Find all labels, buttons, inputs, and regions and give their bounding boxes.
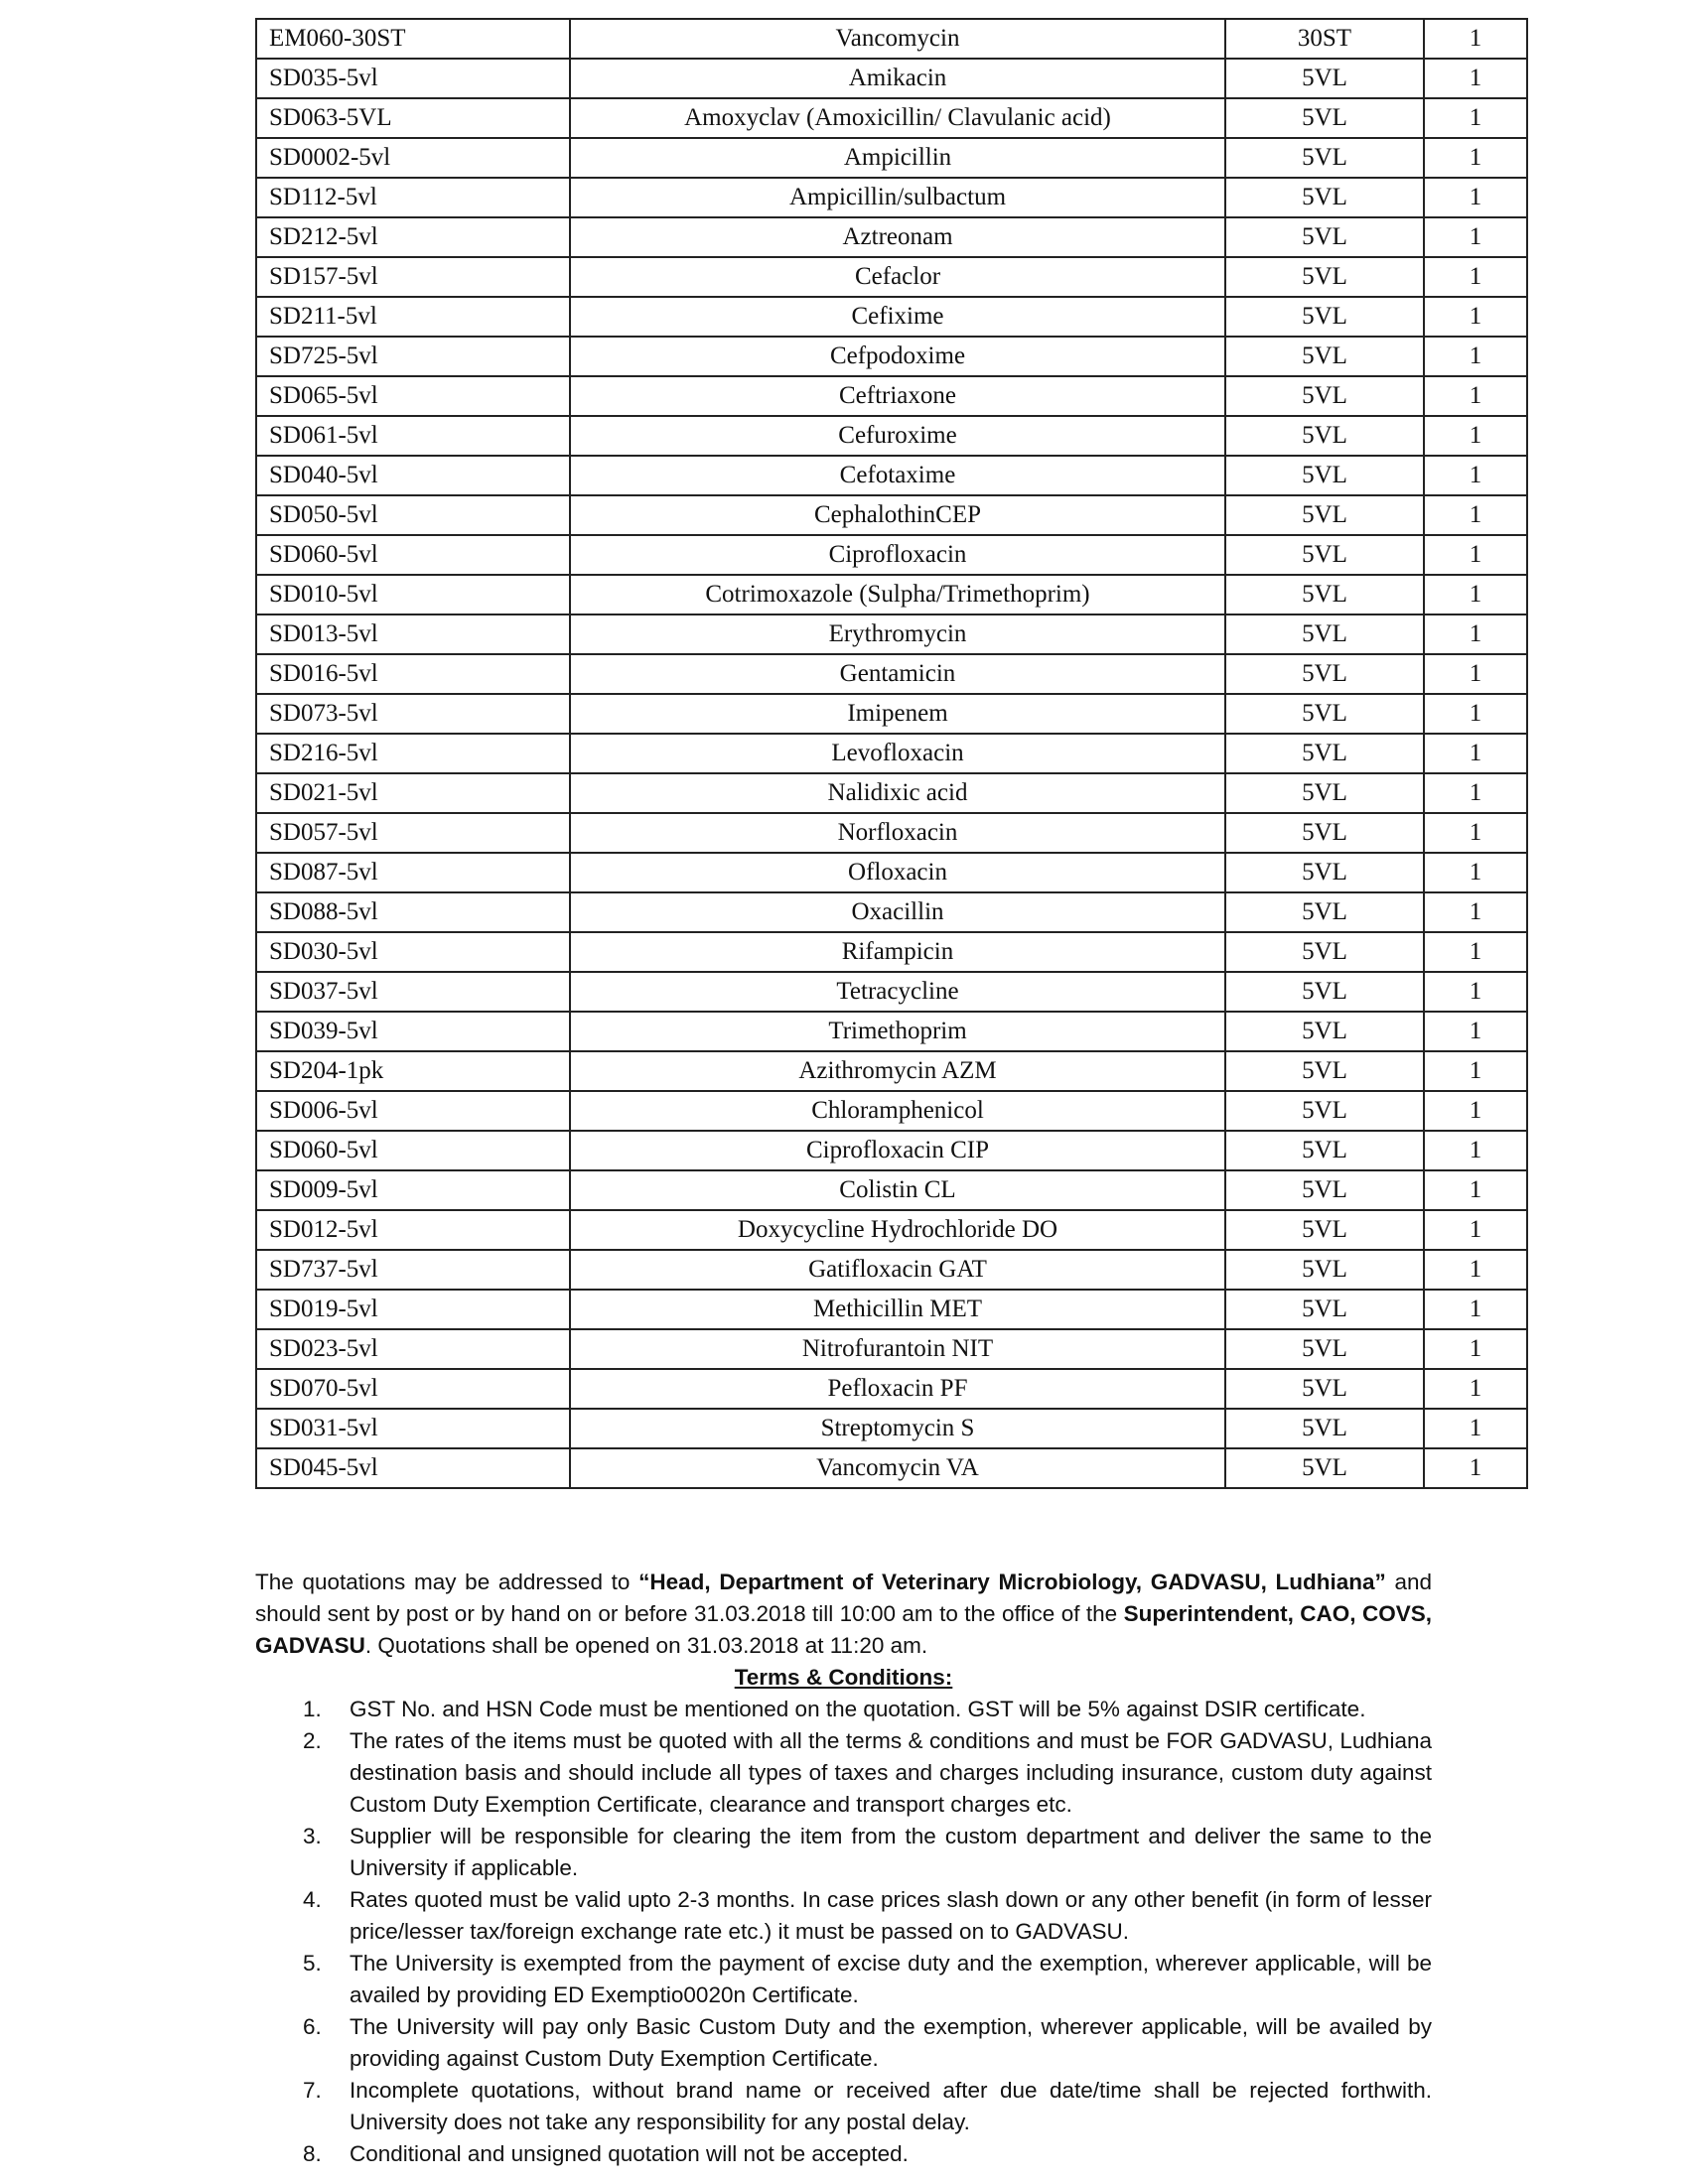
item-unit-cell: 5VL — [1225, 297, 1424, 337]
item-qty-cell: 1 — [1424, 1170, 1527, 1210]
table-row — [256, 416, 1527, 456]
item-qty-cell: 1 — [1424, 297, 1527, 337]
item-code-cell: SD040-5vl — [256, 456, 570, 495]
table-row — [256, 257, 1527, 297]
term-text: Rates quoted must be valid upto 2-3 months. In case prices slash down or any other benefit (in form of lesser price/lesser tax/foreign exchange rate etc.) it must be passed on to GADVASU. — [350, 1887, 1432, 1944]
item-name-cell: Azithromycin AZM — [570, 1051, 1225, 1091]
table-row — [256, 972, 1527, 1012]
term-item — [255, 1821, 1432, 1884]
item-unit-cell: 5VL — [1225, 773, 1424, 813]
item-name-cell: Vancomycin — [570, 19, 1225, 59]
item-code-cell: SD050-5vl — [256, 495, 570, 535]
item-qty-cell: 1 — [1424, 1409, 1527, 1448]
term-text: Supplier will be responsible for clearing the item from the custom department and deliver the same to the University if applicable. — [350, 1824, 1432, 1880]
table-row — [256, 1210, 1527, 1250]
table-row — [256, 138, 1527, 178]
item-qty-cell: 1 — [1424, 813, 1527, 853]
table-row — [256, 495, 1527, 535]
item-code-cell: SD016-5vl — [256, 654, 570, 694]
item-code-cell: SD063-5VL — [256, 98, 570, 138]
item-qty-cell: 1 — [1424, 535, 1527, 575]
table-row — [256, 98, 1527, 138]
items-table — [255, 18, 1528, 1489]
item-name-cell: Oxacillin — [570, 892, 1225, 932]
item-code-cell: SD057-5vl — [256, 813, 570, 853]
item-name-cell: Pefloxacin PF — [570, 1369, 1225, 1409]
item-name-cell: CephalothinCEP — [570, 495, 1225, 535]
item-code-cell: SD073-5vl — [256, 694, 570, 734]
item-unit-cell: 5VL — [1225, 1369, 1424, 1409]
term-item — [255, 2011, 1432, 2075]
table-row — [256, 654, 1527, 694]
term-item — [255, 1694, 1432, 1725]
notice-addressee: “Head, Department of Veterinary Microbiology, GADVASU, Ludhiana” — [638, 1570, 1386, 1594]
table-row — [256, 217, 1527, 257]
item-unit-cell: 5VL — [1225, 813, 1424, 853]
term-number: 1. — [303, 1697, 322, 1721]
item-unit-cell: 5VL — [1225, 1409, 1424, 1448]
item-name-cell: Levofloxacin — [570, 734, 1225, 773]
term-text: The University will pay only Basic Custom Duty and the exemption, wherever applicable, will be availed by providing against Custom Duty Exemption Certificate. — [350, 2014, 1432, 2071]
term-text: Incomplete quotations, without brand name or received after due date/time shall be rejected forthwith. University does not take any responsibility for any postal delay. — [350, 2078, 1432, 2134]
item-unit-cell: 5VL — [1225, 1051, 1424, 1091]
term-text: The rates of the items must be quoted with all the terms & conditions and must be FOR GADVASU, Ludhiana destination basis and should include all types of taxes and charges including insurance, custom duty against Custom Duty Exemption Certificate, clearance and transport charges etc. — [350, 1728, 1432, 1817]
table-row — [256, 813, 1527, 853]
table-row — [256, 773, 1527, 813]
item-code-cell: SD204-1pk — [256, 1051, 570, 1091]
term-number: 8. — [303, 2141, 322, 2166]
item-qty-cell: 1 — [1424, 1250, 1527, 1290]
item-qty-cell: 1 — [1424, 1012, 1527, 1051]
table-row — [256, 1409, 1527, 1448]
item-unit-cell: 5VL — [1225, 59, 1424, 98]
item-name-cell: Nalidixic acid — [570, 773, 1225, 813]
item-qty-cell: 1 — [1424, 773, 1527, 813]
item-unit-cell: 5VL — [1225, 456, 1424, 495]
table-row — [256, 178, 1527, 217]
item-name-cell: Ampicillin — [570, 138, 1225, 178]
term-item — [255, 1948, 1432, 2011]
item-code-cell: SD060-5vl — [256, 1131, 570, 1170]
item-unit-cell: 5VL — [1225, 138, 1424, 178]
item-name-cell: Aztreonam — [570, 217, 1225, 257]
item-name-cell: Ampicillin/sulbactum — [570, 178, 1225, 217]
item-unit-cell: 5VL — [1225, 1250, 1424, 1290]
item-code-cell: SD037-5vl — [256, 972, 570, 1012]
table-row — [256, 1369, 1527, 1409]
item-qty-cell: 1 — [1424, 1131, 1527, 1170]
item-name-cell: Ceftriaxone — [570, 376, 1225, 416]
item-qty-cell: 1 — [1424, 178, 1527, 217]
items-table-body — [256, 19, 1527, 1488]
item-code-cell: SD045-5vl — [256, 1448, 570, 1488]
table-row — [256, 337, 1527, 376]
item-name-cell: Ciprofloxacin — [570, 535, 1225, 575]
terms-list — [255, 1694, 1432, 2170]
item-qty-cell: 1 — [1424, 257, 1527, 297]
item-code-cell: SD088-5vl — [256, 892, 570, 932]
item-unit-cell: 5VL — [1225, 1170, 1424, 1210]
item-qty-cell: 1 — [1424, 1369, 1527, 1409]
item-name-cell: Imipenem — [570, 694, 1225, 734]
table-row — [256, 1051, 1527, 1091]
item-code-cell: SD216-5vl — [256, 734, 570, 773]
item-unit-cell: 5VL — [1225, 495, 1424, 535]
table-row — [256, 1170, 1527, 1210]
item-name-cell: Methicillin MET — [570, 1290, 1225, 1329]
item-code-cell: SD065-5vl — [256, 376, 570, 416]
term-number: 3. — [303, 1824, 322, 1848]
table-row — [256, 1448, 1527, 1488]
term-item — [255, 2075, 1432, 2138]
table-row — [256, 19, 1527, 59]
item-unit-cell: 5VL — [1225, 1290, 1424, 1329]
item-code-cell: SD010-5vl — [256, 575, 570, 614]
item-name-cell: Streptomycin S — [570, 1409, 1225, 1448]
item-name-cell: Amikacin — [570, 59, 1225, 98]
item-unit-cell: 5VL — [1225, 1091, 1424, 1131]
item-code-cell: SD112-5vl — [256, 178, 570, 217]
table-row — [256, 376, 1527, 416]
item-name-cell: Cefotaxime — [570, 456, 1225, 495]
item-unit-cell: 5VL — [1225, 178, 1424, 217]
item-qty-cell: 1 — [1424, 138, 1527, 178]
item-qty-cell: 1 — [1424, 1329, 1527, 1369]
table-row — [256, 892, 1527, 932]
item-name-cell: Cefuroxime — [570, 416, 1225, 456]
item-unit-cell: 5VL — [1225, 217, 1424, 257]
item-qty-cell: 1 — [1424, 59, 1527, 98]
item-unit-cell: 5VL — [1225, 892, 1424, 932]
term-item — [255, 1884, 1432, 1948]
table-row — [256, 575, 1527, 614]
item-code-cell: SD035-5vl — [256, 59, 570, 98]
item-qty-cell: 1 — [1424, 1051, 1527, 1091]
item-qty-cell: 1 — [1424, 1448, 1527, 1488]
item-qty-cell: 1 — [1424, 734, 1527, 773]
item-name-cell: Doxycycline Hydrochloride DO — [570, 1210, 1225, 1250]
item-name-cell: Ciprofloxacin CIP — [570, 1131, 1225, 1170]
item-name-cell: Gatifloxacin GAT — [570, 1250, 1225, 1290]
item-qty-cell: 1 — [1424, 1091, 1527, 1131]
item-unit-cell: 5VL — [1225, 376, 1424, 416]
term-number: 7. — [303, 2078, 322, 2103]
item-qty-cell: 1 — [1424, 694, 1527, 734]
item-unit-cell: 5VL — [1225, 694, 1424, 734]
term-text: GST No. and HSN Code must be mentioned on the quotation. GST will be 5% against DSIR certificate. — [350, 1697, 1366, 1721]
item-qty-cell: 1 — [1424, 337, 1527, 376]
item-code-cell: SD157-5vl — [256, 257, 570, 297]
item-name-cell: Nitrofurantoin NIT — [570, 1329, 1225, 1369]
table-row — [256, 734, 1527, 773]
item-code-cell: SD061-5vl — [256, 416, 570, 456]
table-row — [256, 1012, 1527, 1051]
item-name-cell: Cotrimoxazole (Sulpha/Trimethoprim) — [570, 575, 1225, 614]
item-code-cell: SD039-5vl — [256, 1012, 570, 1051]
terms-heading: Terms & Conditions: — [734, 1665, 953, 1690]
item-qty-cell: 1 — [1424, 98, 1527, 138]
item-code-cell: SD006-5vl — [256, 1091, 570, 1131]
item-code-cell: SD019-5vl — [256, 1290, 570, 1329]
item-unit-cell: 5VL — [1225, 575, 1424, 614]
item-code-cell: SD060-5vl — [256, 535, 570, 575]
item-qty-cell: 1 — [1424, 932, 1527, 972]
item-name-cell: Tetracycline — [570, 972, 1225, 1012]
item-code-cell: SD030-5vl — [256, 932, 570, 972]
item-qty-cell: 1 — [1424, 19, 1527, 59]
term-number: 2. — [303, 1728, 322, 1753]
item-code-cell: SD009-5vl — [256, 1170, 570, 1210]
item-qty-cell: 1 — [1424, 1290, 1527, 1329]
item-code-cell: SD087-5vl — [256, 853, 570, 892]
term-number: 4. — [303, 1887, 322, 1912]
item-unit-cell: 5VL — [1225, 614, 1424, 654]
item-name-cell: Colistin CL — [570, 1170, 1225, 1210]
item-unit-cell: 5VL — [1225, 535, 1424, 575]
table-row — [256, 1250, 1527, 1290]
item-unit-cell: 5VL — [1225, 257, 1424, 297]
item-name-cell: Cefixime — [570, 297, 1225, 337]
item-name-cell: Ofloxacin — [570, 853, 1225, 892]
item-qty-cell: 1 — [1424, 972, 1527, 1012]
table-row — [256, 932, 1527, 972]
notice-text-3: . Quotations shall be opened on 31.03.2018 at 11:20 am. — [364, 1633, 928, 1658]
table-row — [256, 535, 1527, 575]
item-code-cell: SD012-5vl — [256, 1210, 570, 1250]
item-unit-cell: 5VL — [1225, 337, 1424, 376]
item-qty-cell: 1 — [1424, 416, 1527, 456]
item-unit-cell: 5VL — [1225, 416, 1424, 456]
item-name-cell: Cefaclor — [570, 257, 1225, 297]
item-name-cell: Amoxyclav (Amoxicillin/ Clavulanic acid) — [570, 98, 1225, 138]
table-row — [256, 1329, 1527, 1369]
item-unit-cell: 5VL — [1225, 654, 1424, 694]
item-code-cell: SD070-5vl — [256, 1369, 570, 1409]
item-name-cell: Norfloxacin — [570, 813, 1225, 853]
notice-text-2: and should sent by post or by hand on or before 31.03.2018 till 10:00 am to the office of the — [255, 1570, 1432, 1626]
table-row — [256, 1131, 1527, 1170]
item-unit-cell: 30ST — [1225, 19, 1424, 59]
submission-notice — [255, 1567, 1432, 1662]
table-row — [256, 614, 1527, 654]
item-unit-cell: 5VL — [1225, 853, 1424, 892]
item-qty-cell: 1 — [1424, 376, 1527, 416]
term-item — [255, 1725, 1432, 1821]
term-item — [255, 2138, 1432, 2170]
item-code-cell: SD725-5vl — [256, 337, 570, 376]
item-name-cell: Rifampicin — [570, 932, 1225, 972]
item-qty-cell: 1 — [1424, 614, 1527, 654]
term-text: The University is exempted from the payment of excise duty and the exemption, wherever applicable, will be availed by providing ED Exemptio0020n Certificate. — [350, 1951, 1432, 2007]
term-text: Conditional and unsigned quotation will not be accepted. — [350, 2141, 909, 2166]
item-name-cell: Gentamicin — [570, 654, 1225, 694]
item-code-cell: SD0002-5vl — [256, 138, 570, 178]
item-unit-cell: 5VL — [1225, 1210, 1424, 1250]
term-number: 5. — [303, 1951, 322, 1976]
item-unit-cell: 5VL — [1225, 1012, 1424, 1051]
item-qty-cell: 1 — [1424, 654, 1527, 694]
table-row — [256, 853, 1527, 892]
item-name-cell: Vancomycin VA — [570, 1448, 1225, 1488]
item-code-cell: SD031-5vl — [256, 1409, 570, 1448]
item-qty-cell: 1 — [1424, 456, 1527, 495]
item-qty-cell: 1 — [1424, 217, 1527, 257]
item-qty-cell: 1 — [1424, 853, 1527, 892]
item-unit-cell: 5VL — [1225, 972, 1424, 1012]
item-code-cell: SD013-5vl — [256, 614, 570, 654]
document-body — [255, 1567, 1432, 2170]
notice-text-1: The quotations may be addressed to — [255, 1570, 639, 1594]
item-name-cell: Cefpodoxime — [570, 337, 1225, 376]
item-name-cell: Chloramphenicol — [570, 1091, 1225, 1131]
item-qty-cell: 1 — [1424, 892, 1527, 932]
table-row — [256, 59, 1527, 98]
notice-office: Superintendent, CAO, COVS, GADVASU — [255, 1601, 1432, 1658]
item-name-cell: Trimethoprim — [570, 1012, 1225, 1051]
item-unit-cell: 5VL — [1225, 932, 1424, 972]
item-code-cell: EM060-30ST — [256, 19, 570, 59]
table-row — [256, 1091, 1527, 1131]
table-row — [256, 694, 1527, 734]
item-qty-cell: 1 — [1424, 1210, 1527, 1250]
term-number: 6. — [303, 2014, 322, 2039]
item-unit-cell: 5VL — [1225, 1329, 1424, 1369]
item-unit-cell: 5VL — [1225, 1448, 1424, 1488]
table-row — [256, 297, 1527, 337]
item-name-cell: Erythromycin — [570, 614, 1225, 654]
item-qty-cell: 1 — [1424, 495, 1527, 535]
item-code-cell: SD023-5vl — [256, 1329, 570, 1369]
item-code-cell: SD211-5vl — [256, 297, 570, 337]
table-row — [256, 456, 1527, 495]
item-code-cell: SD737-5vl — [256, 1250, 570, 1290]
item-qty-cell: 1 — [1424, 575, 1527, 614]
table-row — [256, 1290, 1527, 1329]
item-unit-cell: 5VL — [1225, 734, 1424, 773]
item-unit-cell: 5VL — [1225, 1131, 1424, 1170]
item-code-cell: SD021-5vl — [256, 773, 570, 813]
item-code-cell: SD212-5vl — [256, 217, 570, 257]
item-unit-cell: 5VL — [1225, 98, 1424, 138]
